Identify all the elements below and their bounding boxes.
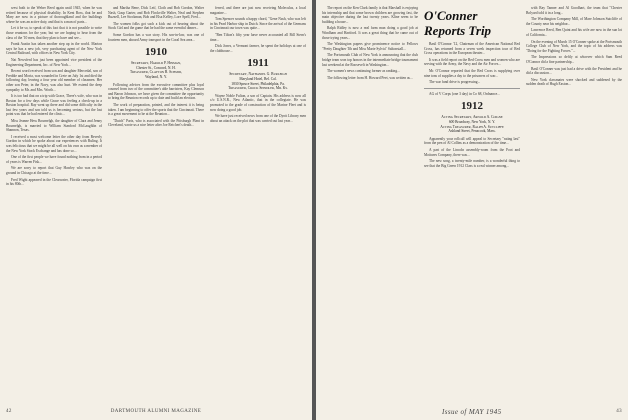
treasurer-line: Treasurer, Clayton B. Schmid, — [129, 70, 183, 75]
treasurer-line: Treasurer, Crock Spindler, Mil Ks. — [228, 86, 288, 91]
right-column-1 — [322, 6, 418, 398]
paragraph: The report on the Ken Clark family is that Marshall is enjoying his internship and that some brown children are growing fast, the main objective during the last twenty years. Kline seem to be building a house... — [322, 6, 418, 24]
page-footer — [322, 407, 622, 417]
paragraph: Mr. O'Connor reported that the Red Cross is supplying over nine tons of supplies a day to the prisoners of war... — [424, 68, 520, 78]
paragraph: Basil O'Connor '12, Chairman of the American National Red Cross, has returned from a seven week inspection tour of Red Cross operations in the European theater... — [424, 42, 520, 56]
class-year-heading: 1910 — [145, 46, 167, 59]
paragraph: We are sorry to report that Guy Hawley who was on the ground in Chicago at the time... — [6, 166, 102, 175]
paragraph: I received a most welcome letter the other day from Beverly Gordon in which he spoke about our experiences with Ruling. It was felicitous that we might be all well on his own as a member of the New York Stock Exchange and has done so... — [6, 134, 102, 153]
paragraph: "Ben Tilton's fifty year have never accounted all Bill Stern's time... — [210, 32, 306, 42]
address-line: 1830 Spruce Street, Philadelphia, Pa. — [231, 81, 285, 86]
class-officers — [210, 72, 306, 90]
paragraph: The women's news continuing former as ranking... — [327, 69, 400, 74]
paragraph: Wayne Noble Fulton, a son of Captain. His address is now all c/o U.S.N.R., New Atlantic, that in the collegiate. He was promoted to the grade of construction of the Marine Fleet and is now doing a good job. — [210, 93, 306, 112]
paragraph: AG of V Corps (one 3 day) in Co 68, Ordnance... — [429, 91, 500, 96]
left-column-1 — [6, 6, 102, 398]
magazine-title: DARTMOUTH ALUMNI MAGAZINE — [110, 409, 202, 414]
left-column-2 — [108, 6, 204, 398]
paragraph: The war fund drive is progressing... — [429, 80, 481, 85]
address-line: Chester St., Concord, N. H. — [136, 65, 176, 70]
paragraph: Nat Newsferd has just been appointed vice president of the Engineering Department, Inc. of New York... — [6, 57, 102, 67]
class-officers — [108, 61, 204, 79]
page-footer — [6, 407, 306, 417]
class-year-heading: 1912 — [461, 100, 483, 113]
paragraph: Fred Wight appeared in the Clearwater, Florida campaign first in his 80th... — [6, 177, 102, 187]
paragraph: On the evening of March 15 O'Conner spoke at the Portsmouth College Club of New York, and the topic of his address was "Doing for the Fighting Forces."... — [526, 39, 622, 53]
class-year-heading: 1911 — [247, 57, 269, 70]
paragraph: The Impressions so deftly at whoever which Sam Reed O'Connor did a fine partnership... — [526, 55, 622, 64]
address-line: Ashland Street, Penacook, Mass. — [448, 129, 496, 134]
paragraph: Miss Jeanne Hess Bournelgh, the daughter of Clara and Jenny Bournelgh, is married to William Stanford McLaughlin of Shannon, Texas. — [6, 119, 102, 133]
paragraph: The Washington papers give prominence notice to Fellows "Pretty Daughter Tib and Miss Marie Sylvia" Saltonstall... — [322, 42, 418, 51]
article-headline: O'Conner Reports Trip — [424, 8, 492, 38]
paragraph: Recent word received from son and daughter Mercedal, son of Freddie and Moria, was wounded in Crete on July 1st and died the following day, leaving a four year old member of classmen. Her other son Peter, in the Navy, was also hurt. We extend the deep sympathy to Mr. and Mrs. Worth... — [6, 69, 102, 92]
paragraph: west both to the Weber Reed again until 1945, when he was retired because of physical disability. In Kent Ross, that he and Mary are now in a picture of thoroughland and the buildings where he was an active duty, and that is a man of parts... — [6, 6, 102, 24]
paragraph: Apparently your rollcall will appeal to Secretary "rating last" from the pen of Al Collins as a demonstration of the time... — [424, 136, 520, 146]
paragraph: Let it be so, to speak of this fact that it is not possible to write those reunions for the year, but we are hoping to hear from the class of the '10 men, that they plan to have and see... — [6, 26, 102, 40]
paragraph: One of the first people we have found nothing from in a period of years is Warren Fisk... — [6, 155, 102, 164]
paragraph: Tom Spencer sounds a happy chord, "Gene Nash, who was left in his Pearl Harbor ship in Dutch. Since the arrival of the Germans in Cincinnati our town was quite... — [210, 17, 306, 31]
paragraph: The new song, a twenty-mile number, is a wonderful thing to see that the Big Green 1912 Class is a real winner among... — [424, 159, 520, 168]
class-officers — [424, 115, 520, 133]
paragraph: Some Gordon has a war story. His son-in-law, was one of fourteen men, aboard Army transport in the Coral Sea area... — [108, 32, 204, 42]
paragraph: Frank Austin has taken another step up in the world. Marion says he has a new job, very purchasing agent of the New York Central Railroad, with offices in New York City. — [6, 42, 102, 56]
paragraph: A part of the Lincoln assembly-room from the Foot and Moitures Company, there was... — [424, 147, 520, 157]
address-line: Maryland Hotel, Bel. Cal. — [239, 76, 277, 81]
page-number: 42 — [6, 409, 12, 414]
treasurer-line: Acting Treasurer, Ralph A. Sutcliffe — [440, 124, 504, 129]
secretary-line: Secretary, Nathaniel G. Burleigh — [229, 72, 287, 77]
paragraph: We have just received news from one of the Dyott Library men about an attack on the plot that was carried out last year... — [210, 114, 306, 123]
secretary-line: Secretary, Harold P. Hinman, — [130, 61, 182, 66]
paragraph: New York classmates were shocked and saddened by the sudden death of Hugh Easton... — [526, 77, 622, 87]
address-line: Wayland, N. Y. — [145, 74, 167, 79]
paragraph: Lawrence Reed, Ben Quint and his wife are now in the sun lot of California... — [526, 28, 622, 37]
paragraph: Following advices from the executive committee plus loyal counsel from two of the committee's able barristers, Kay Clemson and Baron Johnson, we have given the committee the opportunity to bring the Reunion records up to date and build an election. — [108, 82, 204, 101]
paragraph: Dick Jones, a Vermont farmer, he spent the holidays at one of the clubhouse... — [210, 44, 306, 53]
paragraph: The women folks got such a kick out of hearing about the Stock Girl and the game that he had the same eventful dinner... — [108, 21, 204, 31]
left-page — [0, 0, 312, 420]
left-column-3 — [210, 6, 306, 398]
address-line: 600 Broadway, New York, N. Y. — [448, 119, 496, 124]
paragraph: Basil O'Conner was just had a drive with the President and he did a discussion... — [526, 66, 622, 76]
paragraph: It is too bad that on a trip with Grace, There's wife, who was in Boston for a few days while Grace was feeling a check-up in a Boston hospital. Ray went up there and did some difficulty in the last few years and son told us is becoming serious, but the last point was that he had entered the clinic... — [6, 94, 102, 117]
right-page — [316, 0, 628, 420]
page-number: 43 — [616, 409, 622, 414]
issue-label: Issue of MAY 1945 — [442, 408, 502, 416]
paragraph: "Dutch" Paris, who is associated with the Pittsburgh Plant in Cleveland, wrote us a nice letter after Joe Reichert's death... — [108, 118, 204, 128]
paragraph: Ralph Ridley is now a real farm man doing a good job at Windham and Hartford. It was a great thing that he came out of those trying years... — [322, 26, 418, 40]
paragraph: The following letter from H. Howard Peet, was written as... — [327, 75, 413, 80]
right-column-3 — [526, 6, 622, 398]
paragraph: The Worthington Company Mill, of Mare Johnson Sutcliffe of the County near his neighbor... — [526, 17, 622, 26]
right-column-2 — [424, 6, 520, 398]
paragraph: It was a field report on the Red Cross men and women who are serving with the Army, the Navy and the Air Forces... — [424, 57, 520, 67]
paragraph: with Ray Tanner and Al Goodhart, the team that "Chester Bolyard told it in a long... — [526, 6, 622, 15]
divider — [424, 88, 520, 89]
paragraph: ferred, and there are just now receiving Moleculus, a local magazine... — [210, 6, 306, 15]
paragraph: and Martha Bene, Dick Leif, Cloth and Bob Gordon, Walter Nash, Gasp Garter, and Bob Flockville Walter, Neal and Stephen Buzzell, Lee Stockman, Bob and Elsa Kelley, Lore Spell, Fred... — [108, 6, 204, 20]
paragraph: The Portsmouth Club of New York is announcing that the club bridge team won top honors in the intermediate bridge tournament last weekend at the Roosevelt in Washington... — [322, 53, 418, 67]
paragraph: The work of preparation, printed, and the interest it is being taken. I am beginning to offer the sports that the Cincinnati. There is a great movement to be at the Reunion... — [108, 102, 204, 117]
secretary-line: Acting Secretary, Arnold A. Coigne — [441, 115, 503, 120]
